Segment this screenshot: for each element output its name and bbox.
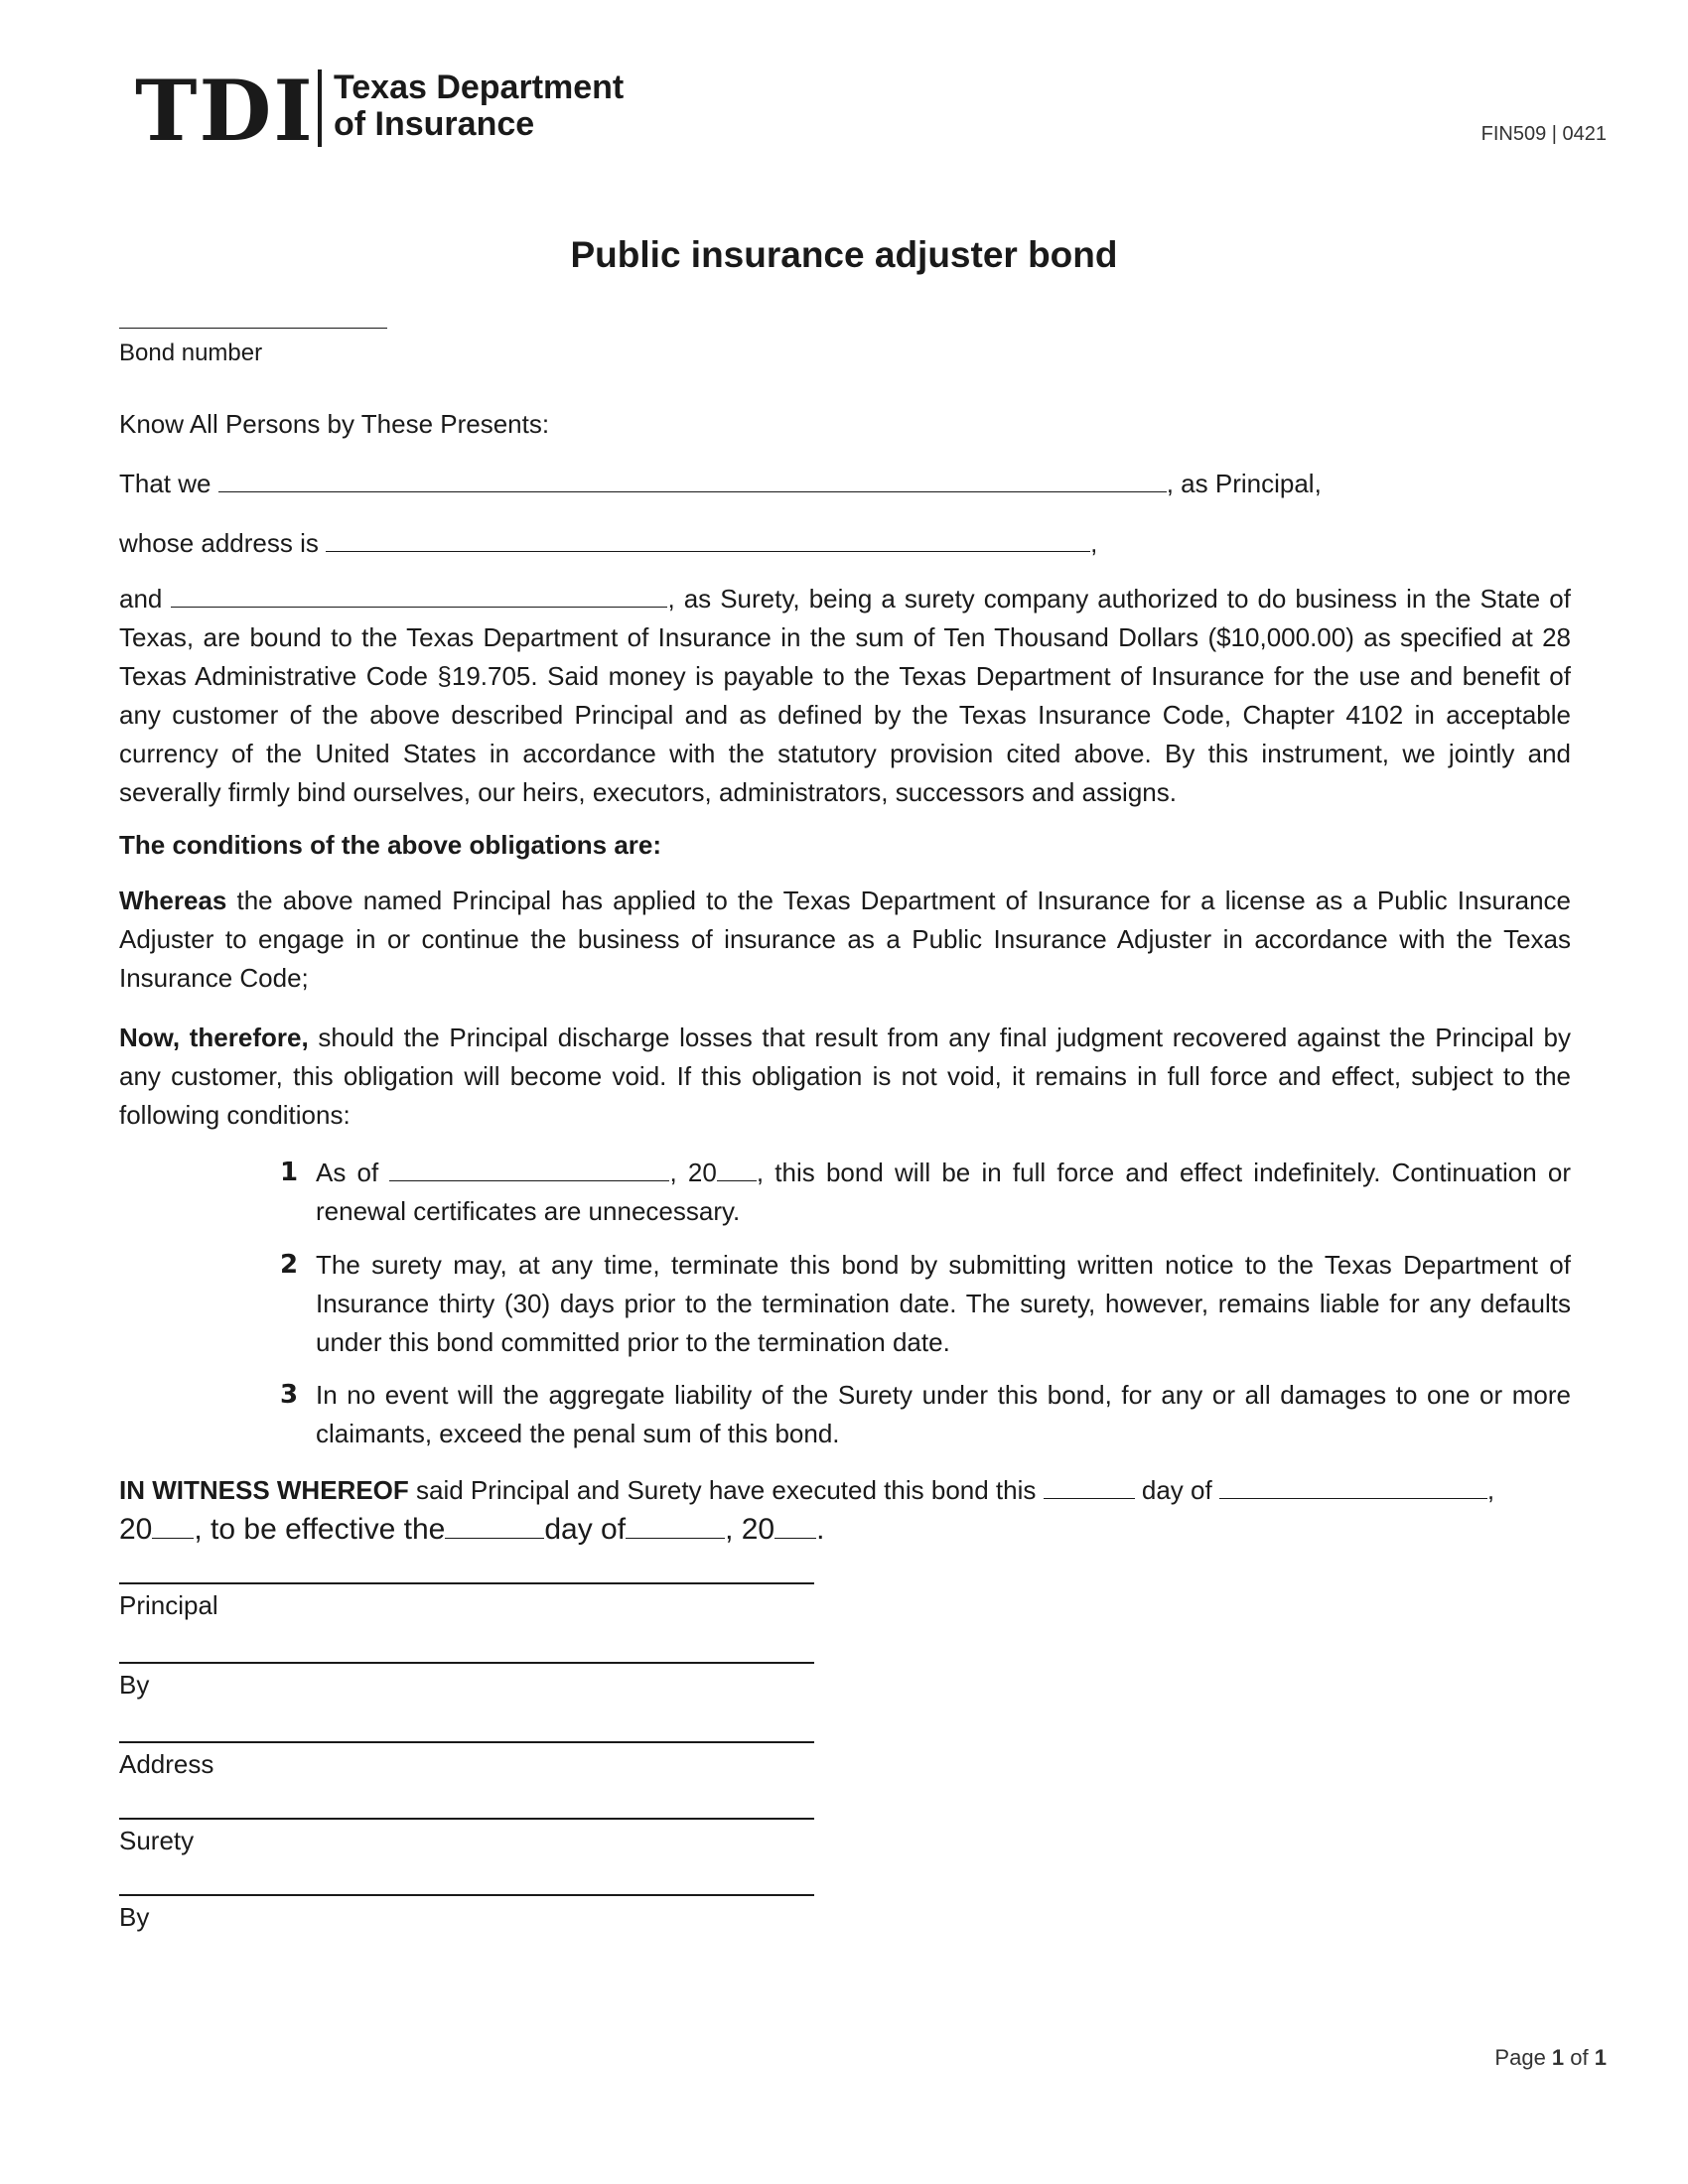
- condition-item: [280, 1246, 1571, 1365]
- now-therefore-paragraph: [119, 1019, 1571, 1135]
- condition-text: The surety may, at any time, terminate this bond by submitting written notice to the Texas Department of Insurance thirty (30) days prior to the termination date. The surety, however, remains liable for any defaults under this bond committed prior to the termination date.: [316, 1250, 1571, 1357]
- effective-day-field[interactable]: [445, 1514, 544, 1539]
- form-number: FIN509 | 0421: [1480, 123, 1607, 145]
- principal-signature-label: Principal: [119, 1590, 218, 1620]
- address-signature-label: Address: [119, 1749, 214, 1779]
- whereas-paragraph: [119, 882, 1571, 998]
- logo-mark: TDI: [135, 62, 315, 160]
- executed-month-field[interactable]: [1219, 1476, 1487, 1499]
- surety-by-signature-line[interactable]: [119, 1894, 814, 1896]
- executed-year-prefix: 20: [119, 1513, 153, 1546]
- effective-month-field[interactable]: [626, 1514, 725, 1539]
- address-line: [119, 524, 1589, 563]
- tdi-logo: [129, 62, 645, 160]
- witness-lead: IN WITNESS WHEREOF: [119, 1475, 409, 1505]
- page-current: 1: [1551, 2045, 1565, 2070]
- surety-paragraph: [119, 580, 1571, 812]
- effective-day-of: day of: [544, 1513, 627, 1546]
- condition-text: [316, 1154, 1571, 1231]
- logo-line-2: of Insurance: [334, 105, 535, 143]
- surety-name-field[interactable]: [171, 585, 667, 608]
- principal-prefix: That we: [119, 469, 211, 498]
- principal-line: [119, 465, 1589, 503]
- effective-date-field[interactable]: [389, 1159, 669, 1181]
- witness-comma: ,: [1486, 1475, 1495, 1505]
- condition-text: In no event will the aggregate liability of the Surety under this bond, for any or all damages to one or more claimants, exceed the penal sum of this bond.: [316, 1380, 1571, 1448]
- whereas-text: the above named Principal has applied to the Texas Department of Insurance for a license as a Public Insurance Adjuster to engage in or continue the business of insurance as a Public Insurance Adjuster in accordance with the Texas Insurance Code;: [119, 886, 1571, 993]
- now-therefore-text: should the Principal discharge losses that result from any final judgment recovered against the Principal by any customer, this obligation will become void. If this obligation is not void, it remains in full force and effect, subject to the following conditions:: [119, 1023, 1571, 1130]
- address-suffix: ,: [1090, 528, 1098, 558]
- page-total: 1: [1594, 2045, 1607, 2070]
- logo-text: [334, 69, 624, 143]
- witness-line-1: [119, 1471, 1589, 1510]
- condition-1-rest: , this bond will be in full force and effect indefinitely. Continuation or renewal certificates are unnecessary.: [316, 1158, 1571, 1226]
- principal-by-label: By: [119, 1670, 150, 1700]
- surety-signature-line[interactable]: [119, 1818, 814, 1820]
- page-prefix: Page: [1494, 2045, 1552, 2070]
- condition-1-prefix: As of: [316, 1158, 379, 1187]
- condition-item: [280, 1376, 1571, 1465]
- effective-text: , to be effective the: [194, 1513, 446, 1546]
- surety-prefix: and: [119, 584, 163, 614]
- witness-text: said Principal and Surety have executed this bond this: [408, 1475, 1037, 1505]
- witness-period: .: [816, 1513, 825, 1546]
- condition-number: 1: [280, 1158, 299, 1187]
- now-therefore-lead: Now, therefore,: [119, 1023, 309, 1052]
- condition-1-year-prefix: , 20: [669, 1158, 717, 1187]
- effective-year-field[interactable]: [774, 1514, 816, 1539]
- witness-day-of: day of: [1141, 1475, 1212, 1505]
- logo-divider: [318, 69, 322, 147]
- condition-number: 3: [280, 1380, 299, 1410]
- whereas-lead: Whereas: [119, 886, 227, 915]
- surety-text: , as Surety, being a surety company authorized to do business in the State of Texas, are bound to the Texas Department of Insurance in the sum of Ten Thousand Dollars ($10,000.00) as specified at 28 Texas Administrative Code §19.705. Said money is payable to the Texas Department of Insurance for the use and benefit of any customer of the above described Principal and as defined by the Texas Insurance Code, Chapter 4102 in acceptable currency of the United States in accordance with the statutory provision cited above. By this instrument, we jointly and severally firmly bind ourselves, our heirs, executors, administrators, successors and assigns.: [119, 584, 1571, 807]
- principal-name-field[interactable]: [218, 470, 1167, 492]
- logo-line-1: Texas Department: [334, 68, 625, 106]
- principal-suffix: , as Principal,: [1166, 469, 1322, 498]
- condition-number: 2: [280, 1250, 299, 1280]
- address-prefix: whose address is: [119, 528, 319, 558]
- surety-by-label: By: [119, 1902, 150, 1932]
- executed-year-field[interactable]: [152, 1514, 194, 1539]
- address-signature-line[interactable]: [119, 1741, 814, 1743]
- page-title: Public insurance adjuster bond: [570, 234, 1118, 275]
- intro-text: Know All Persons by These Presents:: [119, 409, 550, 439]
- condition-item: [280, 1154, 1571, 1243]
- executed-day-field[interactable]: [1044, 1476, 1135, 1499]
- bond-number-line[interactable]: [119, 328, 387, 329]
- principal-by-signature-line[interactable]: [119, 1662, 814, 1664]
- effective-year-prefix: , 20: [725, 1513, 775, 1546]
- surety-signature-label: Surety: [119, 1826, 195, 1855]
- page-number: [1494, 2045, 1607, 2071]
- bond-number-label: Bond number: [119, 340, 263, 366]
- principal-address-field[interactable]: [326, 529, 1090, 552]
- effective-year-field[interactable]: [717, 1159, 757, 1181]
- witness-line-2: [119, 1509, 824, 1551]
- conditions-heading: The conditions of the above obligations are:: [119, 830, 662, 860]
- principal-signature-line[interactable]: [119, 1582, 814, 1584]
- page-of: of: [1564, 2045, 1595, 2070]
